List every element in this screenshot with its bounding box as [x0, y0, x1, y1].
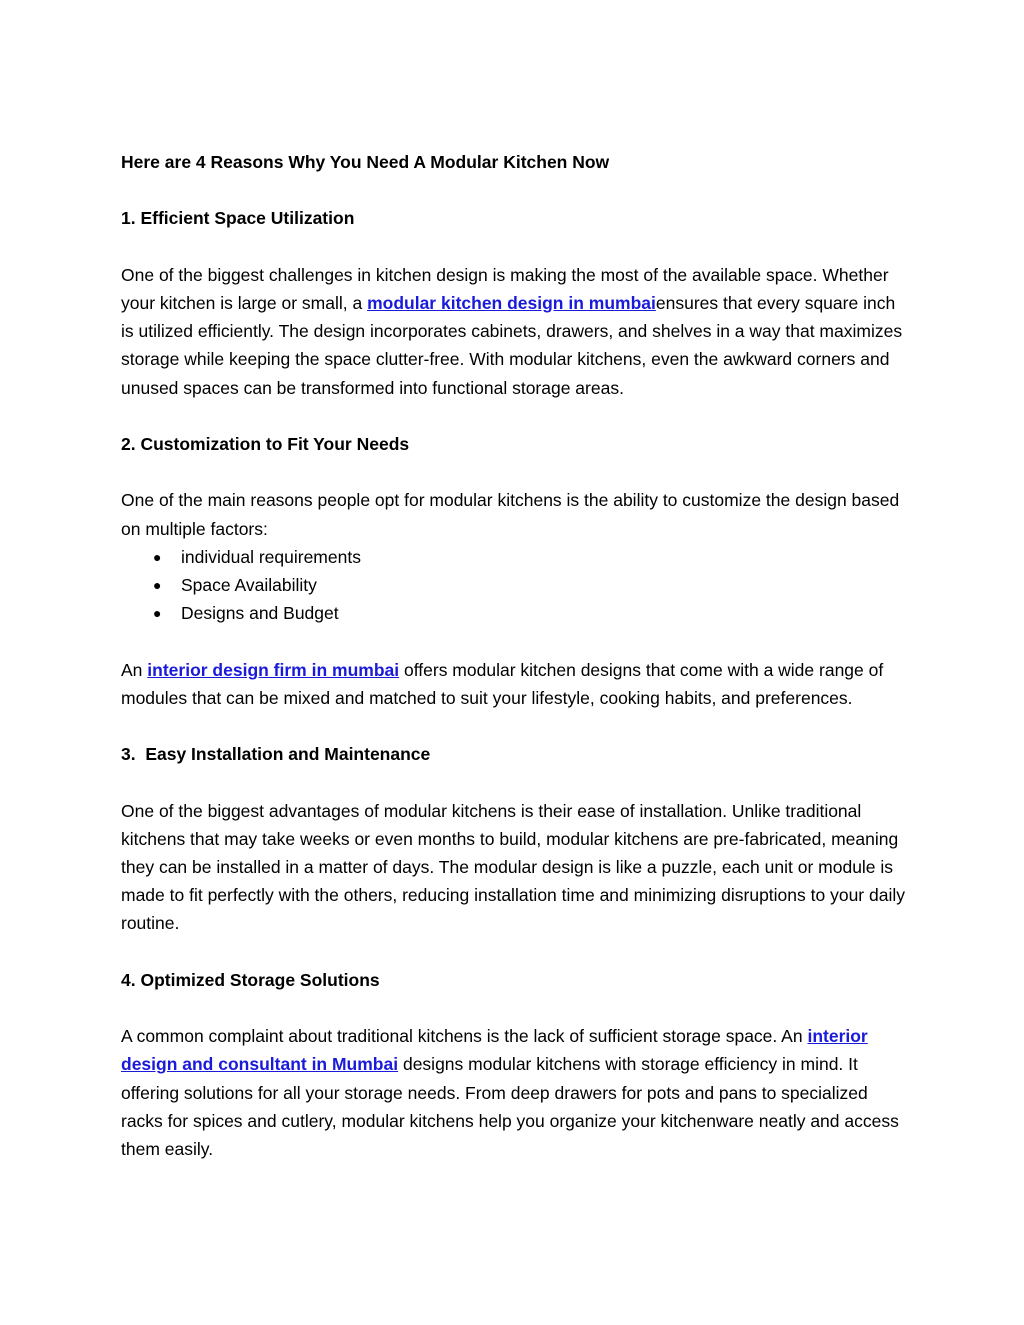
spacer: [121, 458, 911, 486]
section-2-paragraph: [121, 656, 911, 712]
section-3-paragraph: One of the biggest advantages of modular kitchens is their ease of installation. Unlike traditional kitchens that may take weeks or even months to build, modular kitchens are pre-fabricated, meaning they can be installed in a matter of days. The modular design is like a puzzle, each unit or module is made to fit perfectly with the others, reducing installation time and minimizing disruptions to your daily routine.: [121, 800, 905, 934]
list-item-label: Space Availability: [181, 574, 317, 595]
list-item: [121, 543, 911, 571]
list-item: [121, 599, 911, 627]
list-item-label: individual requirements: [181, 546, 361, 567]
section-3-heading: 3. Easy Installation and Maintenance: [121, 744, 431, 765]
section-2-text-before: An: [121, 659, 148, 680]
factors-list: [121, 543, 911, 628]
spacer: [121, 768, 911, 796]
document-page: [121, 148, 911, 1163]
section-2-heading: 2. Customization to Fit Your Needs: [121, 433, 410, 454]
bullet-icon: ●: [153, 548, 162, 565]
section-2-text-after: offers modular kitchen designs that come with a wide range of modules that can be mixed and matched to suit your lifestyle, cooking habits, and preferences.: [121, 659, 884, 708]
interior-design-consultant-link[interactable]: interior design and consultant in Mumbai: [121, 1026, 868, 1075]
spacer: [121, 402, 911, 430]
section-4-heading: 4. Optimized Storage Solutions: [121, 969, 380, 990]
interior-design-firm-link[interactable]: interior design firm in mumbai: [147, 659, 400, 680]
bullet-icon: ●: [153, 605, 162, 622]
spacer: [121, 176, 911, 204]
spacer: [121, 938, 911, 966]
spacer: [121, 712, 911, 740]
modular-kitchen-design-link[interactable]: modular kitchen design in mumbai: [367, 292, 656, 313]
list-item-label: Designs and Budget: [181, 603, 339, 624]
section-1-text-before: One of the biggest challenges in kitchen design is making the most of the available space. Whether your kitchen is large or small, a: [121, 264, 889, 313]
spacer: [121, 233, 911, 261]
section-2-intro: One of the main reasons people opt for modular kitchens is the ability to customize the design based on multiple factors:: [121, 490, 900, 539]
list-item: [121, 571, 911, 599]
document-title: Here are 4 Reasons Why You Need A Modular Kitchen Now: [121, 152, 610, 172]
bullet-icon: ●: [153, 576, 162, 593]
section-4-text-before: A common complaint about traditional kitchens is the lack of sufficient storage space. An: [121, 1026, 808, 1047]
section-4-paragraph: [121, 1022, 911, 1163]
spacer: [121, 994, 911, 1022]
section-1-paragraph: [121, 261, 911, 402]
spacer: [121, 627, 911, 655]
section-4-text-after: designs modular kitchens with storage efficiency in mind. It offering solutions for all your storage needs. From deep drawers for pots and pans to specialized racks for spices and cutlery, modular kitchens help you organize your kitchenware neatly and access them easily.: [121, 1054, 899, 1159]
section-1-heading: 1. Efficient Space Utilization: [121, 208, 355, 229]
section-1-text-after: ensures that every square inch is utilized efficiently. The design incorporates cabinets, drawers, and shelves in a way that maximizes storage while keeping the space clutter-free. With modular kitchens, even the awkward corners and unused spaces can be transformed into functional storage areas.: [121, 292, 903, 398]
